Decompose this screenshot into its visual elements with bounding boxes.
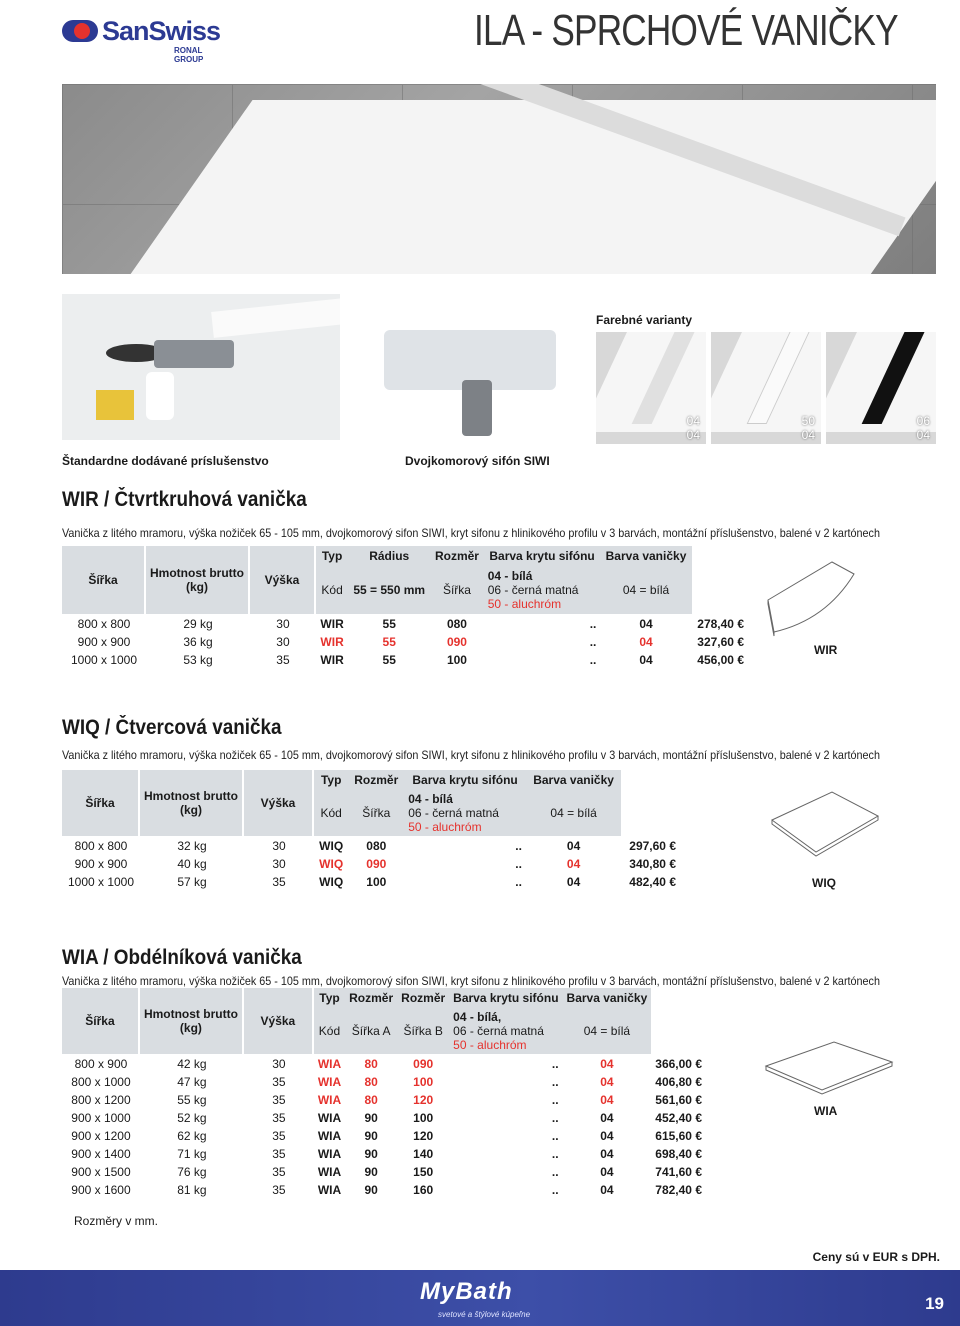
wia-shape-diagram	[764, 1040, 894, 1104]
type-cell: WIQ	[314, 854, 348, 872]
width-cell: 900 x 1400	[62, 1144, 140, 1162]
tray-color-cell: 04	[563, 1126, 652, 1144]
size-cell: 080	[348, 836, 404, 854]
siphon-caption: Dvojkomorový sifón SIWI	[405, 454, 550, 468]
width-cell: 900 x 1500	[62, 1162, 140, 1180]
table-row	[62, 1108, 706, 1126]
price-cell: 340,80 €	[621, 854, 680, 872]
width-a-cell: 80	[345, 1072, 397, 1090]
type-cell: WIA	[314, 1108, 345, 1126]
size-cell: 080	[430, 614, 484, 632]
type-cell: WIR	[316, 632, 348, 650]
wiq-shape-label: WIQ	[812, 876, 836, 890]
weight-cell: 29 kg	[146, 614, 250, 632]
cover-color-cell: ..	[484, 614, 601, 632]
tray-color-cell: 04	[526, 872, 621, 890]
wir-shape-diagram	[766, 560, 856, 660]
type-cell: WIA	[314, 1054, 345, 1072]
mybath-logo: MyBath	[420, 1278, 513, 1305]
cover-color-cell: ..	[404, 854, 526, 872]
price-cell: 561,60 €	[651, 1090, 706, 1108]
mybath-tagline: svetové a štýlové kúpeľne	[438, 1310, 531, 1319]
wiq-shape-diagram	[770, 790, 880, 870]
wiq-description: Vanička z litého mramoru, výška nožiček 65 - 105 mm, dvojkomorový sifon SIWI, kryt sifonu z hlinikového profilu v 3 barvách, montážní příslušenstvo, balené v 2 kartónech	[62, 748, 880, 762]
width-a-cell: 90	[345, 1144, 397, 1162]
cover-color-cell: ..	[484, 650, 601, 668]
type-cell: WIQ	[314, 836, 348, 854]
variants-label: Farebné varianty	[596, 313, 693, 327]
table-row	[62, 1090, 706, 1108]
width-a-cell: 80	[345, 1054, 397, 1072]
tray-color-cell: 04	[563, 1072, 652, 1090]
height-cell: 35	[244, 1072, 314, 1090]
price-cell: 741,60 €	[651, 1162, 706, 1180]
table-row	[62, 650, 748, 668]
width-a-cell: 90	[345, 1126, 397, 1144]
weight-cell: 62 kg	[140, 1126, 244, 1144]
table-row	[62, 854, 680, 872]
type-cell: WIA	[314, 1126, 345, 1144]
tray-color-cell: 04	[600, 632, 691, 650]
weight-cell: 76 kg	[140, 1162, 244, 1180]
size-cell: 100	[430, 650, 484, 668]
wiq-table: Šířka Hmotnost brutto (kg) Výška Typ Rozměr Barva krytu sifónu Barva vaničky Kód Šířka 04 - bílá 06 - černá matná 50 - aluchróm 04 = bílá 800 x 800 32 kg 30 WIQ 080 .. 04 297,60 € 900 x 900 40 kg 30 WIQ 090 .. 04 340,80 € 1000 x 1000 57 kg 35 WIQ 100 .. 04 482,40 €	[62, 770, 680, 890]
height-cell: 35	[244, 1108, 314, 1126]
weight-cell: 52 kg	[140, 1108, 244, 1126]
price-cell: 482,40 €	[621, 872, 680, 890]
width-cell: 1000 x 1000	[62, 872, 140, 890]
tray-color-cell: 04	[526, 836, 621, 854]
price-cell: 297,60 €	[621, 836, 680, 854]
table-row	[62, 1126, 706, 1144]
size-cell: 090	[430, 632, 484, 650]
footer-bar	[0, 1270, 960, 1326]
price-cell: 366,00 €	[651, 1054, 706, 1072]
width-cell: 800 x 800	[62, 614, 146, 632]
size-cell: 090	[348, 854, 404, 872]
table-row	[62, 1072, 706, 1090]
width-cell: 900 x 1200	[62, 1126, 140, 1144]
type-cell: WIQ	[314, 872, 348, 890]
cover-color-cell: ..	[449, 1126, 562, 1144]
tray-color-cell: 04	[600, 650, 691, 668]
width-cell: 900 x 900	[62, 854, 140, 872]
width-b-cell: 160	[397, 1180, 449, 1198]
logo-brand: SanSwiss	[102, 16, 221, 46]
table-row	[62, 1144, 706, 1162]
prices-note: Ceny sú v EUR s DPH.	[812, 1250, 940, 1264]
width-b-cell: 150	[397, 1162, 449, 1180]
table-row	[62, 1054, 706, 1072]
price-cell: 615,60 €	[651, 1126, 706, 1144]
weight-cell: 57 kg	[140, 872, 244, 890]
weight-cell: 32 kg	[140, 836, 244, 854]
table-row	[62, 872, 680, 890]
height-cell: 35	[244, 872, 314, 890]
width-cell: 800 x 800	[62, 836, 140, 854]
width-b-cell: 100	[397, 1072, 449, 1090]
wir-description: Vanička z litého mramoru, výška nožiček 65 - 105 mm, dvojkomorový sifon SIWI, kryt sifonu z hlinikového profilu v 3 barvách, montážní příslušenstvo, balené v 2 kartónech	[62, 526, 880, 540]
color-variants	[596, 332, 936, 444]
tray-color-cell: 04	[563, 1180, 652, 1198]
weight-cell: 42 kg	[140, 1054, 244, 1072]
wia-description: Vanička z litého mramoru, výška nožiček 65 - 105 mm, dvojkomorový sifon SIWI, kryt sifonu z hlinikového profilu v 3 barvách, montážní příslušenstvo, balené v 2 kartónech	[62, 974, 880, 988]
cover-color-cell: ..	[449, 1054, 562, 1072]
radius-cell: 55	[348, 614, 430, 632]
height-cell: 30	[244, 1054, 314, 1072]
height-cell: 30	[250, 632, 316, 650]
table-row	[62, 1162, 706, 1180]
cover-color-cell: ..	[449, 1162, 562, 1180]
page-title: ILA - SPRCHOVÉ VANIČKY	[474, 6, 898, 55]
weight-cell: 40 kg	[140, 854, 244, 872]
radius-cell: 55	[348, 650, 430, 668]
width-cell: 1000 x 1000	[62, 650, 146, 668]
cover-color-cell: ..	[449, 1108, 562, 1126]
weight-cell: 81 kg	[140, 1180, 244, 1198]
table-row	[62, 1180, 706, 1198]
tray-color-cell: 04	[563, 1162, 652, 1180]
type-cell: WIA	[314, 1180, 345, 1198]
radius-cell: 55	[348, 632, 430, 650]
weight-cell: 55 kg	[140, 1090, 244, 1108]
sanswiss-logo	[62, 16, 222, 64]
price-cell: 452,40 €	[651, 1108, 706, 1126]
logo-subtitle: RONAL GROUP	[174, 46, 204, 64]
hero-photo	[62, 84, 936, 274]
wir-title: WIR / Čtvrtkruhová vanička	[62, 488, 307, 511]
weight-cell: 53 kg	[146, 650, 250, 668]
tray-color-cell: 04	[600, 614, 691, 632]
variant-white: 04 04	[596, 332, 706, 444]
cover-color-cell: ..	[404, 872, 526, 890]
wiq-title: WIQ / Čtvercová vanička	[62, 716, 282, 739]
table-row	[62, 614, 748, 632]
cover-color-cell: ..	[484, 632, 601, 650]
height-cell: 35	[244, 1162, 314, 1180]
tray-color-cell: 04	[563, 1090, 652, 1108]
tray-color-cell: 04	[563, 1108, 652, 1126]
type-cell: WIR	[316, 650, 348, 668]
tray-color-cell: 04	[563, 1144, 652, 1162]
cover-color-cell: ..	[449, 1180, 562, 1198]
price-cell: 456,00 €	[692, 650, 748, 668]
width-cell: 800 x 1200	[62, 1090, 140, 1108]
weight-cell: 71 kg	[140, 1144, 244, 1162]
width-b-cell: 100	[397, 1108, 449, 1126]
type-cell: WIA	[314, 1072, 345, 1090]
width-cell: 900 x 1600	[62, 1180, 140, 1198]
width-b-cell: 090	[397, 1054, 449, 1072]
accessories-caption: Štandardne dodávané príslušenstvo	[62, 454, 269, 468]
width-cell: 800 x 900	[62, 1054, 140, 1072]
type-cell: WIR	[316, 614, 348, 632]
tray-color-cell: 04	[526, 854, 621, 872]
cover-color-cell: ..	[449, 1090, 562, 1108]
width-cell: 900 x 1000	[62, 1108, 140, 1126]
table-row	[62, 632, 748, 650]
price-cell: 782,40 €	[651, 1180, 706, 1198]
price-cell: 327,60 €	[692, 632, 748, 650]
swiss-cross-icon	[62, 20, 98, 42]
cover-color-cell: ..	[449, 1072, 562, 1090]
width-b-cell: 140	[397, 1144, 449, 1162]
width-a-cell: 80	[345, 1090, 397, 1108]
cover-color-cell: ..	[449, 1144, 562, 1162]
wia-table: Šířka Hmotnost brutto (kg) Výška Typ Rozměr Rozměr Barva krytu sifónu Barva vaničky Kód Šířka A Šířka B 04 - bílá, 06 - černá matná 50 - aluchróm 04 = bílá 800 x 900 42 kg 30 WIA 80 090 .. 04 366,00 € 800 x 1000 47 kg 35 WIA 80 100 .. 04 406,80 € 800 x 1200 55 kg 35 WIA 80 120 .. 04 561,60 € 900 x 1000 52 kg 35 WIA 90 100 .. 04 452,40 € 900 x 1200 62 kg 35 WIA 90 120 .. 04 615,60 € 900 x 1400 71 kg 35 WIA 90 140 .. 04 698,40 € 900 x 1500 76 kg 35 WIA 90 150 .. 04 741,60 € 900 x 1600 81 kg 35 WIA 90 160 .. 04 782,40 €	[62, 988, 706, 1198]
width-a-cell: 90	[345, 1180, 397, 1198]
height-cell: 30	[244, 854, 314, 872]
width-cell: 800 x 1000	[62, 1072, 140, 1090]
wir-table: Šířka Hmotnost brutto (kg) Výška Typ Rádius Rozměr Barva krytu sifónu Barva vaničky Kód 55 = 550 mm Šířka 04 - bílá 06 - černá matná 50 - aluchróm 04 = bílá 800 x 800 29 kg 30 WIR 55 080 .. 04 278,40 € 900 x 900 36 kg 30 WIR 55 090 .. 04 327,60 € 1000 x 1000 53 kg 35 WIR 55 100 .. 04 456,00 €	[62, 546, 748, 668]
variant-black: 06 04	[826, 332, 936, 444]
size-cell: 100	[348, 872, 404, 890]
width-a-cell: 90	[345, 1108, 397, 1126]
page-number: 19	[925, 1294, 944, 1313]
height-cell: 35	[250, 650, 316, 668]
width-b-cell: 120	[397, 1090, 449, 1108]
accessories-photo	[62, 294, 340, 440]
weight-cell: 47 kg	[140, 1072, 244, 1090]
price-cell: 698,40 €	[651, 1144, 706, 1162]
dimensions-note: Rozměry v mm.	[74, 1214, 158, 1228]
siphon-photo	[380, 314, 560, 436]
cover-color-cell: ..	[404, 836, 526, 854]
height-cell: 35	[244, 1144, 314, 1162]
width-cell: 900 x 900	[62, 632, 146, 650]
height-cell: 35	[244, 1180, 314, 1198]
height-cell: 30	[250, 614, 316, 632]
type-cell: WIA	[314, 1090, 345, 1108]
width-b-cell: 120	[397, 1126, 449, 1144]
wia-title: WIA / Obdélníková vanička	[62, 946, 302, 969]
height-cell: 35	[244, 1126, 314, 1144]
type-cell: WIA	[314, 1144, 345, 1162]
height-cell: 30	[244, 836, 314, 854]
weight-cell: 36 kg	[146, 632, 250, 650]
wir-shape-label: WIR	[814, 643, 838, 657]
tray-color-cell: 04	[563, 1054, 652, 1072]
type-cell: WIA	[314, 1162, 345, 1180]
wia-shape-label: WIA	[814, 1104, 838, 1118]
variant-aluchrome: 50 04	[711, 332, 821, 444]
table-row	[62, 836, 680, 854]
price-cell: 278,40 €	[692, 614, 748, 632]
price-cell: 406,80 €	[651, 1072, 706, 1090]
height-cell: 35	[244, 1090, 314, 1108]
width-a-cell: 90	[345, 1162, 397, 1180]
